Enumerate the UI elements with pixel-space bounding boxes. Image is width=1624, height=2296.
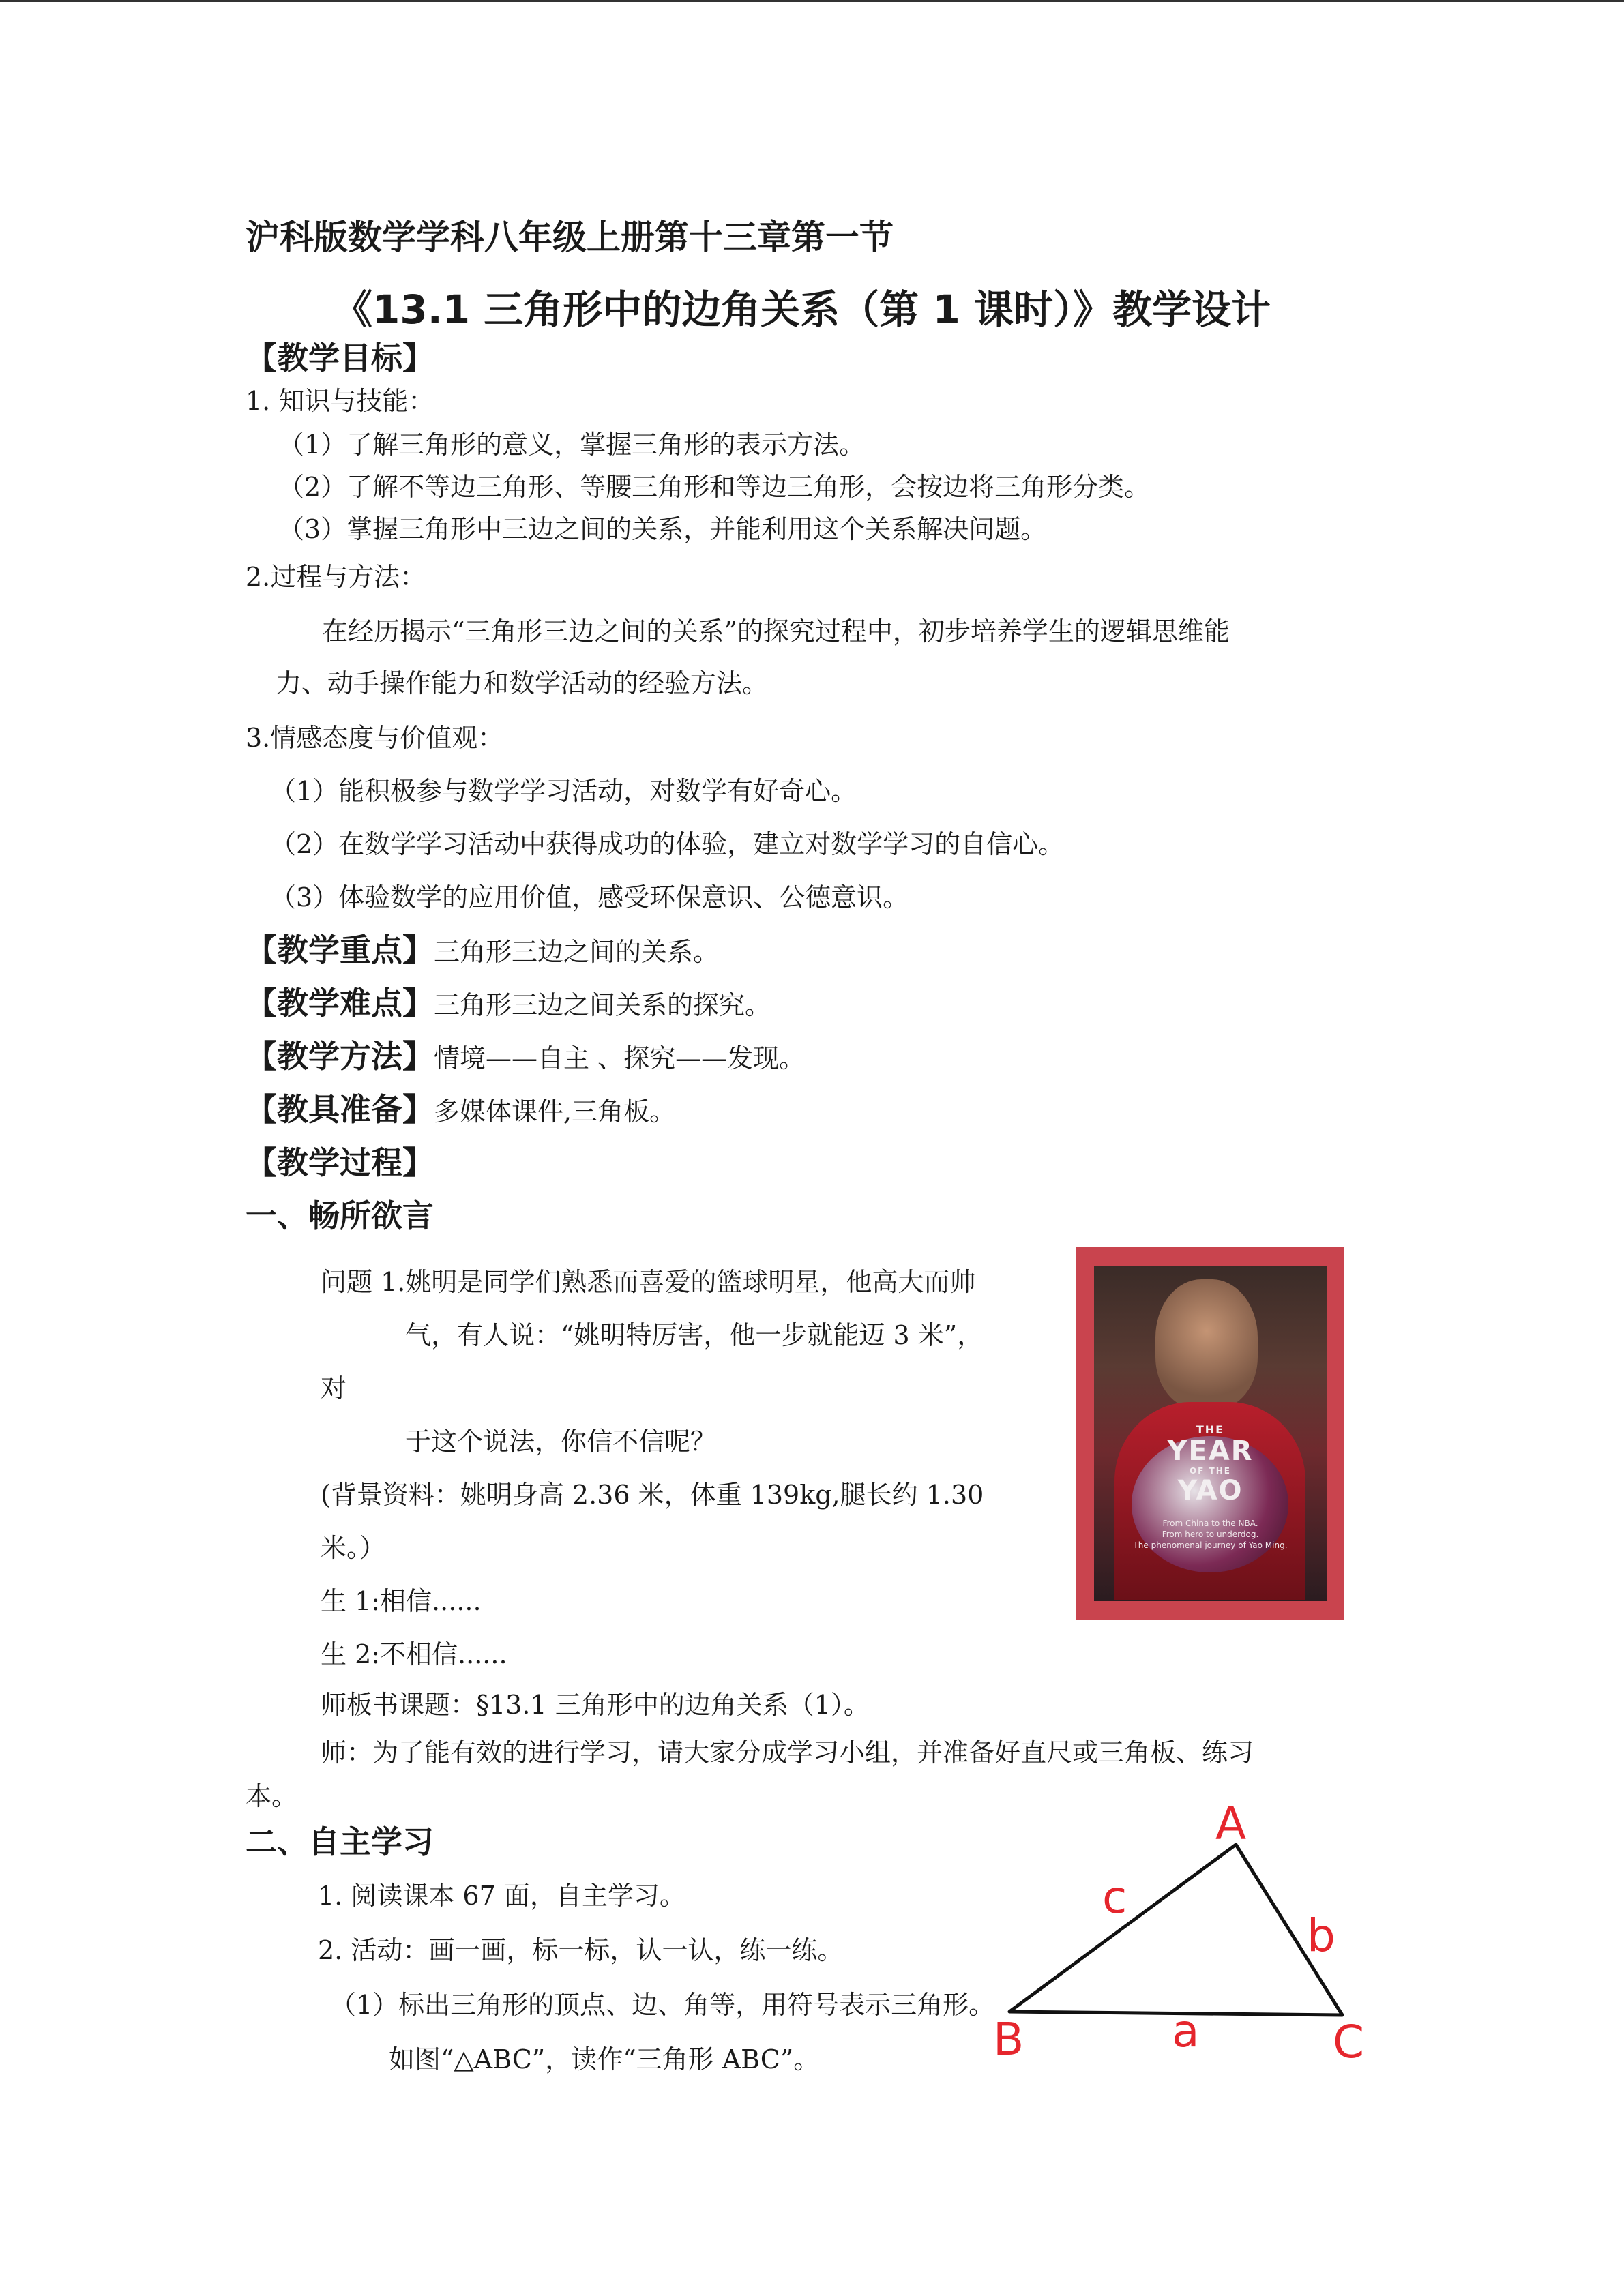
section1-line: 气，有人说：“姚明特厉害，他一步就能迈 3 米”，	[405, 1320, 984, 1350]
section1-line: 本。	[246, 1781, 298, 1811]
process-title: 2.过程与方法：	[246, 562, 426, 592]
knowledge-item: （1）了解三角形的意义，掌握三角形的表示方法。	[278, 430, 866, 460]
knowledge-title: 1. 知识与技能：	[246, 386, 434, 416]
difficulty-text: 三角形三边之间关系的探究。	[434, 990, 771, 1020]
section1-line: 对	[321, 1373, 347, 1403]
side-a-label: a	[1172, 2005, 1200, 2057]
side-c-label: c	[1102, 1871, 1127, 1924]
poster-title: THE YEAR OF THE YAO	[1167, 1423, 1254, 1506]
triangle-abc	[1009, 1845, 1342, 2015]
section1-heading: 一、畅所欲言	[246, 1197, 434, 1234]
document-subtitle: 沪科版数学学科八年级上册第十三章第一节	[246, 218, 894, 257]
section1-line: 于这个说法，你信不信呢？	[405, 1427, 717, 1457]
objectives-heading: 【教学目标】	[246, 340, 434, 376]
section1-line: 生 1:相信......	[321, 1586, 482, 1616]
section2-line: （1）标出三角形的顶点、边、角等，用符号表示三角形。	[330, 1990, 995, 2020]
process-line: 在经历揭示“三角形三边之间的关系”的探究过程中，初步培养学生的逻辑思维能	[322, 616, 1230, 646]
knowledge-item: （2）了解不等边三角形、等腰三角形和等边三角形，会按边将三角形分类。	[278, 472, 1151, 502]
emotion-title: 3.情感态度与价值观：	[246, 723, 504, 753]
method-text: 情境——自主 、探究——发现。	[434, 1043, 806, 1073]
section1-line: (背景资料：姚明身高 2.36 米，体重 139kg,腿长约 1.30	[321, 1480, 984, 1510]
vertex-a-label: A	[1215, 1798, 1247, 1850]
section1-line: 米。）	[321, 1533, 386, 1563]
section2-heading: 二、自主学习	[246, 1823, 434, 1860]
emotion-item: （2）在数学学习活动中获得成功的体验，建立对数学学习的自信心。	[270, 829, 1065, 859]
emotion-item: （3）体验数学的应用价值，感受环保意识、公德意识。	[270, 882, 909, 912]
vertex-c-label: C	[1333, 2016, 1365, 2068]
section1-line: 师：为了能有效的进行学习，请大家分成学习小组，并准备好直尺或三角板、练习	[321, 1738, 1254, 1768]
key-point-text: 三角形三边之间的关系。	[434, 937, 720, 967]
tools-text: 多媒体课件,三角板。	[434, 1097, 676, 1127]
tools-label: 【教具准备】	[246, 1091, 434, 1128]
process-line: 力、动手操作能力和数学活动的经验方法。	[276, 668, 769, 698]
section2-line: 如图“△ABC”，读作“三角形 ABC”。	[389, 2044, 820, 2074]
side-b-label: b	[1307, 1909, 1335, 1962]
key-point-label: 【教学重点】	[246, 931, 434, 968]
process-heading: 【教学过程】	[246, 1144, 434, 1181]
document-title: 《13.1 三角形中的边角关系（第 1 课时）》教学设计	[333, 286, 1271, 333]
vertex-b-label: B	[993, 2013, 1024, 2066]
section2-line: 2. 活动：画一画，标一标，认一认，练一练。	[318, 1935, 844, 1965]
section2-line: 1. 阅读课本 67 面，自主学习。	[318, 1881, 685, 1911]
difficulty-label: 【教学难点】	[246, 985, 434, 1022]
section1-line: 师板书课题：§13.1 三角形中的边角关系（1）。	[321, 1690, 870, 1720]
poster-tagline: From China to the NBA. From hero to underdog. The phenomenal journey of Yao Ming.	[1133, 1519, 1288, 1550]
emotion-item: （1）能积极参与数学学习活动，对数学有好奇心。	[270, 776, 857, 806]
section1-line: 生 2:不相信......	[321, 1639, 507, 1669]
section1-line: 问题 1.姚明是同学们熟悉而喜爱的篮球明星，他高大而帅	[321, 1267, 976, 1297]
method-label: 【教学方法】	[246, 1038, 434, 1075]
knowledge-item: （3）掌握三角形中三边之间的关系，并能利用这个关系解决问题。	[278, 514, 1047, 544]
